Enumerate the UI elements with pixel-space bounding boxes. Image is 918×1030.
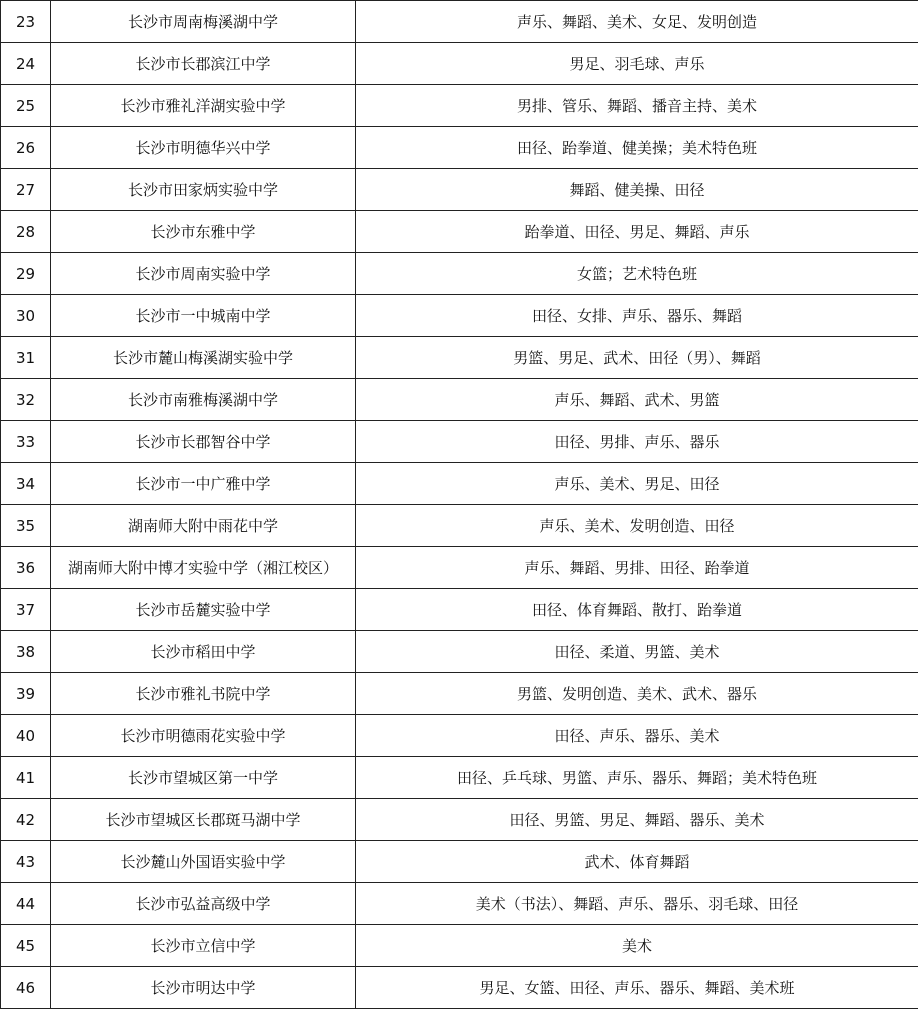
school-name-cell: 长沙麓山外国语实验中学 (51, 841, 356, 883)
table-row (1, 547, 918, 589)
specialties-cell: 美术（书法）、舞蹈、声乐、器乐、羽毛球、田径 (356, 883, 918, 925)
row-number-cell: 42 (1, 799, 51, 841)
table-row (1, 169, 918, 211)
specialties-cell: 男足、羽毛球、声乐 (356, 43, 918, 85)
school-name-cell: 长沙市长郡智谷中学 (51, 421, 356, 463)
specialties-cell: 田径、男排、声乐、器乐 (356, 421, 918, 463)
row-number-cell: 27 (1, 169, 51, 211)
school-name-cell: 长沙市周南梅溪湖中学 (51, 1, 356, 43)
specialties-cell: 田径、乒乓球、男篮、声乐、器乐、舞蹈；美术特色班 (356, 757, 918, 799)
specialties-cell: 声乐、舞蹈、武术、男篮 (356, 379, 918, 421)
row-number-cell: 26 (1, 127, 51, 169)
table-row (1, 43, 918, 85)
table-row (1, 463, 918, 505)
specialties-cell: 跆拳道、田径、男足、舞蹈、声乐 (356, 211, 918, 253)
school-name-cell: 长沙市长郡滨江中学 (51, 43, 356, 85)
row-number-cell: 44 (1, 883, 51, 925)
table-row (1, 253, 918, 295)
table-row (1, 757, 918, 799)
school-name-cell: 长沙市弘益高级中学 (51, 883, 356, 925)
table-row (1, 883, 918, 925)
specialties-cell: 女篮；艺术特色班 (356, 253, 918, 295)
table-body (1, 1, 918, 1009)
row-number-cell: 24 (1, 43, 51, 85)
specialties-cell: 男篮、男足、武术、田径（男）、舞蹈 (356, 337, 918, 379)
school-name-cell: 长沙市望城区第一中学 (51, 757, 356, 799)
row-number-cell: 32 (1, 379, 51, 421)
specialties-cell: 武术、体育舞蹈 (356, 841, 918, 883)
row-number-cell: 41 (1, 757, 51, 799)
table-row (1, 841, 918, 883)
specialties-cell: 美术 (356, 925, 918, 967)
row-number-cell: 36 (1, 547, 51, 589)
specialties-cell: 田径、女排、声乐、器乐、舞蹈 (356, 295, 918, 337)
table-row (1, 631, 918, 673)
table-row (1, 85, 918, 127)
row-number-cell: 23 (1, 1, 51, 43)
row-number-cell: 37 (1, 589, 51, 631)
school-name-cell: 长沙市东雅中学 (51, 211, 356, 253)
specialties-cell: 男篮、发明创造、美术、武术、器乐 (356, 673, 918, 715)
school-name-cell: 长沙市明达中学 (51, 967, 356, 1009)
row-number-cell: 33 (1, 421, 51, 463)
table-row (1, 589, 918, 631)
specialties-cell: 男足、女篮、田径、声乐、器乐、舞蹈、美术班 (356, 967, 918, 1009)
school-name-cell: 长沙市南雅梅溪湖中学 (51, 379, 356, 421)
specialties-cell: 声乐、舞蹈、男排、田径、跆拳道 (356, 547, 918, 589)
row-number-cell: 29 (1, 253, 51, 295)
school-name-cell: 长沙市田家炳实验中学 (51, 169, 356, 211)
row-number-cell: 35 (1, 505, 51, 547)
row-number-cell: 30 (1, 295, 51, 337)
school-name-cell: 长沙市立信中学 (51, 925, 356, 967)
school-name-cell: 长沙市麓山梅溪湖实验中学 (51, 337, 356, 379)
row-number-cell: 40 (1, 715, 51, 757)
row-number-cell: 46 (1, 967, 51, 1009)
row-number-cell: 45 (1, 925, 51, 967)
table-row (1, 1, 918, 43)
school-name-cell: 长沙市周南实验中学 (51, 253, 356, 295)
specialties-cell: 舞蹈、健美操、田径 (356, 169, 918, 211)
specialties-cell: 男排、管乐、舞蹈、播音主持、美术 (356, 85, 918, 127)
table-row (1, 967, 918, 1009)
table-row (1, 715, 918, 757)
table-row (1, 211, 918, 253)
school-name-cell: 长沙市雅礼洋湖实验中学 (51, 85, 356, 127)
row-number-cell: 31 (1, 337, 51, 379)
table-row (1, 925, 918, 967)
school-name-cell: 长沙市稻田中学 (51, 631, 356, 673)
row-number-cell: 43 (1, 841, 51, 883)
school-name-cell: 长沙市明德雨花实验中学 (51, 715, 356, 757)
table-row (1, 127, 918, 169)
table-row (1, 799, 918, 841)
specialties-cell: 田径、体育舞蹈、散打、跆拳道 (356, 589, 918, 631)
specialties-cell: 声乐、舞蹈、美术、女足、发明创造 (356, 1, 918, 43)
specialties-cell: 田径、声乐、器乐、美术 (356, 715, 918, 757)
school-name-cell: 长沙市望城区长郡斑马湖中学 (51, 799, 356, 841)
table-row (1, 421, 918, 463)
row-number-cell: 28 (1, 211, 51, 253)
specialties-cell: 声乐、美术、发明创造、田径 (356, 505, 918, 547)
specialties-cell: 田径、跆拳道、健美操；美术特色班 (356, 127, 918, 169)
row-number-cell: 34 (1, 463, 51, 505)
table-row (1, 295, 918, 337)
table-row (1, 673, 918, 715)
specialties-cell: 声乐、美术、男足、田径 (356, 463, 918, 505)
school-name-cell: 长沙市一中广雅中学 (51, 463, 356, 505)
school-name-cell: 湖南师大附中博才实验中学（湘江校区） (51, 547, 356, 589)
school-name-cell: 长沙市一中城南中学 (51, 295, 356, 337)
table-row (1, 379, 918, 421)
row-number-cell: 25 (1, 85, 51, 127)
row-number-cell: 38 (1, 631, 51, 673)
table-row (1, 505, 918, 547)
specialties-cell: 田径、男篮、男足、舞蹈、器乐、美术 (356, 799, 918, 841)
row-number-cell: 39 (1, 673, 51, 715)
school-name-cell: 长沙市雅礼书院中学 (51, 673, 356, 715)
school-name-cell: 湖南师大附中雨花中学 (51, 505, 356, 547)
specialties-cell: 田径、柔道、男篮、美术 (356, 631, 918, 673)
school-name-cell: 长沙市岳麓实验中学 (51, 589, 356, 631)
school-name-cell: 长沙市明德华兴中学 (51, 127, 356, 169)
table-row (1, 337, 918, 379)
